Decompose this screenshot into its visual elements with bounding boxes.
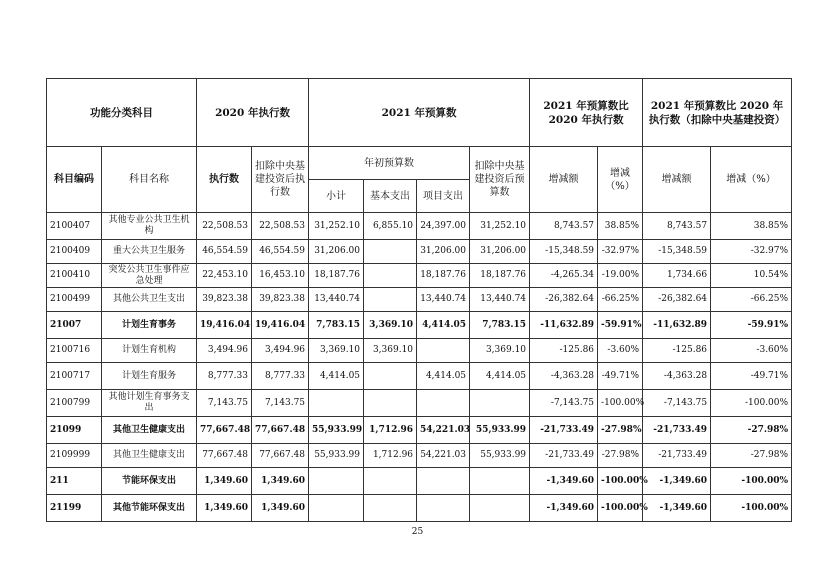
row-code: 2100407 <box>47 213 102 240</box>
header-compare-2020-excl: 2021 年预算数比 2020 年执行数（扣除中央基建投资） <box>643 79 792 147</box>
row-exec: 77,667.48 <box>197 444 252 468</box>
row-name: 其他卫生健康支出 <box>102 444 197 468</box>
row-change-amount-excl: -1,349.60 <box>643 468 711 495</box>
row-change-percent: -59.91% <box>598 312 643 339</box>
header-project: 项目支出 <box>417 180 470 213</box>
row-change-percent: -100.00% <box>598 468 643 495</box>
row-name: 计划生育服务 <box>102 363 197 390</box>
header-exec-2020: 2020 年执行数 <box>197 79 309 147</box>
row-exec: 1,349.60 <box>197 468 252 495</box>
row-project: 13,440.74 <box>417 288 470 312</box>
row-project <box>417 339 470 363</box>
table-row <box>47 264 792 288</box>
row-project: 24,397.00 <box>417 213 470 240</box>
row-code: 2100499 <box>47 288 102 312</box>
row-exec: 22,508.53 <box>197 213 252 240</box>
row-name: 节能环保支出 <box>102 468 197 495</box>
table-row <box>47 444 792 468</box>
row-basic <box>364 288 417 312</box>
row-exec-excl: 39,823.38 <box>252 288 309 312</box>
header-exec: 执行数 <box>197 147 252 213</box>
row-exec-excl: 19,416.04 <box>252 312 309 339</box>
table-row <box>47 213 792 240</box>
row-subtotal: 3,369.10 <box>309 339 364 363</box>
row-name: 突发公共卫生事件应急处理 <box>102 264 197 288</box>
row-basic <box>364 495 417 522</box>
row-subtotal: 31,206.00 <box>309 240 364 264</box>
row-code: 211 <box>47 468 102 495</box>
row-name: 其他专业公共卫生机构 <box>102 213 197 240</box>
row-exec: 77,667.48 <box>197 417 252 444</box>
row-basic: 1,712.96 <box>364 444 417 468</box>
row-basic <box>364 468 417 495</box>
row-subtotal: 13,440.74 <box>309 288 364 312</box>
page-number: 25 <box>411 527 424 537</box>
row-project: 54,221.03 <box>417 417 470 444</box>
row-subtotal: 55,933.99 <box>309 444 364 468</box>
row-change-amount-excl: -1,349.60 <box>643 495 711 522</box>
row-change-percent: -66.25% <box>598 288 643 312</box>
row-project <box>417 495 470 522</box>
row-project: 18,187.76 <box>417 264 470 288</box>
row-change-percent-excl: -49.71% <box>711 363 792 390</box>
row-change-amount-excl: -21,733.49 <box>643 444 711 468</box>
row-project <box>417 468 470 495</box>
row-basic: 3,369.10 <box>364 339 417 363</box>
row-change-percent-excl: 38.85% <box>711 213 792 240</box>
header-name: 科目名称 <box>102 147 197 213</box>
row-change-percent-excl: -32.97% <box>711 240 792 264</box>
table-row <box>47 288 792 312</box>
table-row <box>47 417 792 444</box>
row-budget-excl <box>470 390 530 417</box>
row-change-amount: -21,733.49 <box>530 417 598 444</box>
row-budget-excl: 3,369.10 <box>470 339 530 363</box>
row-project: 4,414.05 <box>417 363 470 390</box>
row-exec-excl: 22,508.53 <box>252 213 309 240</box>
row-change-amount: -15,348.59 <box>530 240 598 264</box>
table-row <box>47 363 792 390</box>
row-basic: 6,855.10 <box>364 213 417 240</box>
row-exec: 39,823.38 <box>197 288 252 312</box>
row-change-amount: -125.86 <box>530 339 598 363</box>
row-subtotal: 7,783.15 <box>309 312 364 339</box>
row-change-percent-excl: -66.25% <box>711 288 792 312</box>
row-change-percent: -49.71% <box>598 363 643 390</box>
row-project: 31,206.00 <box>417 240 470 264</box>
header-budget-excl: 扣除中央基建投资后预算数 <box>470 147 530 213</box>
row-budget-excl: 55,933.99 <box>470 417 530 444</box>
row-change-percent-excl: -59.91% <box>711 312 792 339</box>
row-code: 21199 <box>47 495 102 522</box>
row-subtotal: 4,414.05 <box>309 363 364 390</box>
row-basic <box>364 390 417 417</box>
row-change-amount: -1,349.60 <box>530 495 598 522</box>
table-row <box>47 312 792 339</box>
header-change-percent-excl: 增减（%） <box>711 147 792 213</box>
header-exec-excl: 扣除中央基建投资后执行数 <box>252 147 309 213</box>
header-change-amount-excl: 增减额 <box>643 147 711 213</box>
row-subtotal <box>309 495 364 522</box>
row-change-percent-excl: -3.60% <box>711 339 792 363</box>
row-exec: 1,349.60 <box>197 495 252 522</box>
row-change-percent-excl: -100.00% <box>711 468 792 495</box>
row-basic: 3,369.10 <box>364 312 417 339</box>
row-subtotal: 55,933.99 <box>309 417 364 444</box>
row-basic <box>364 264 417 288</box>
row-code: 2100716 <box>47 339 102 363</box>
row-subtotal: 31,252.10 <box>309 213 364 240</box>
row-budget-excl: 55,933.99 <box>470 444 530 468</box>
row-code: 2109999 <box>47 444 102 468</box>
row-exec: 22,453.10 <box>197 264 252 288</box>
row-project <box>417 390 470 417</box>
row-exec: 46,554.59 <box>197 240 252 264</box>
row-exec: 19,416.04 <box>197 312 252 339</box>
row-name: 计划生育事务 <box>102 312 197 339</box>
row-name: 其他计划生育事务支出 <box>102 390 197 417</box>
row-code: 2100409 <box>47 240 102 264</box>
row-change-amount: -26,382.64 <box>530 288 598 312</box>
row-change-amount: -7,143.75 <box>530 390 598 417</box>
row-exec: 3,494.96 <box>197 339 252 363</box>
row-code: 2100717 <box>47 363 102 390</box>
row-exec-excl: 77,667.48 <box>252 417 309 444</box>
row-change-amount-excl: -4,363.28 <box>643 363 711 390</box>
header-subtotal: 小计 <box>309 180 364 213</box>
row-change-amount-excl: -21,733.49 <box>643 417 711 444</box>
header-compare-2020: 2021 年预算数比 2020 年执行数 <box>530 79 643 147</box>
table-row <box>47 390 792 417</box>
row-change-percent-excl: -27.98% <box>711 444 792 468</box>
header-code: 科目编码 <box>47 147 102 213</box>
row-name: 重大公共卫生服务 <box>102 240 197 264</box>
row-change-amount: -21,733.49 <box>530 444 598 468</box>
row-exec-excl: 1,349.60 <box>252 495 309 522</box>
row-change-percent: -100.00% <box>598 390 643 417</box>
row-exec: 8,777.33 <box>197 363 252 390</box>
row-subtotal <box>309 390 364 417</box>
row-code: 2100410 <box>47 264 102 288</box>
table-row <box>47 468 792 495</box>
table-row <box>47 240 792 264</box>
row-exec-excl: 1,349.60 <box>252 468 309 495</box>
row-budget-excl: 31,206.00 <box>470 240 530 264</box>
header-row-2 <box>47 147 792 180</box>
header-change-percent: 增减（%） <box>598 147 643 213</box>
row-change-amount-excl: 1,734.66 <box>643 264 711 288</box>
row-exec-excl: 8,777.33 <box>252 363 309 390</box>
row-budget-excl: 13,440.74 <box>470 288 530 312</box>
row-change-percent-excl: -100.00% <box>711 390 792 417</box>
row-change-amount-excl: -26,382.64 <box>643 288 711 312</box>
row-code: 21099 <box>47 417 102 444</box>
row-change-amount-excl: -15,348.59 <box>643 240 711 264</box>
row-change-percent: -32.97% <box>598 240 643 264</box>
row-exec-excl: 7,143.75 <box>252 390 309 417</box>
row-change-percent-excl: -27.98% <box>711 417 792 444</box>
table-row <box>47 495 792 522</box>
row-budget-excl: 7,783.15 <box>470 312 530 339</box>
header-row-1 <box>47 79 792 147</box>
row-change-amount-excl: -7,143.75 <box>643 390 711 417</box>
row-change-amount-excl: -125.86 <box>643 339 711 363</box>
header-initial-budget: 年初预算数 <box>309 147 470 180</box>
row-basic: 1,712.96 <box>364 417 417 444</box>
row-budget-excl: 31,252.10 <box>470 213 530 240</box>
row-change-amount: -1,349.60 <box>530 468 598 495</box>
row-exec: 7,143.75 <box>197 390 252 417</box>
row-name: 计划生育机构 <box>102 339 197 363</box>
row-subtotal: 18,187.76 <box>309 264 364 288</box>
table-body <box>47 213 792 522</box>
row-project: 54,221.03 <box>417 444 470 468</box>
header-basic: 基本支出 <box>364 180 417 213</box>
row-change-amount: -4,363.28 <box>530 363 598 390</box>
row-name: 其他卫生健康支出 <box>102 417 197 444</box>
row-budget-excl: 18,187.76 <box>470 264 530 288</box>
row-change-percent-excl: 10.54% <box>711 264 792 288</box>
header-change-amount: 增减额 <box>530 147 598 213</box>
row-change-percent-excl: -100.00% <box>711 495 792 522</box>
row-subtotal <box>309 468 364 495</box>
row-code: 21007 <box>47 312 102 339</box>
row-change-amount: -4,265.34 <box>530 264 598 288</box>
row-name: 其他公共卫生支出 <box>102 288 197 312</box>
row-change-percent: -27.98% <box>598 417 643 444</box>
row-name: 其他节能环保支出 <box>102 495 197 522</box>
row-exec-excl: 77,667.48 <box>252 444 309 468</box>
row-change-amount: 8,743.57 <box>530 213 598 240</box>
row-project: 4,414.05 <box>417 312 470 339</box>
header-category: 功能分类科目 <box>47 79 197 147</box>
row-exec-excl: 3,494.96 <box>252 339 309 363</box>
row-change-amount: -11,632.89 <box>530 312 598 339</box>
row-change-percent: -27.98% <box>598 444 643 468</box>
table-row <box>47 339 792 363</box>
budget-table <box>46 78 792 522</box>
row-change-percent: 38.85% <box>598 213 643 240</box>
row-basic <box>364 363 417 390</box>
row-basic <box>364 240 417 264</box>
row-change-percent: -19.00% <box>598 264 643 288</box>
row-exec-excl: 46,554.59 <box>252 240 309 264</box>
row-budget-excl <box>470 468 530 495</box>
row-change-percent: -3.60% <box>598 339 643 363</box>
row-budget-excl: 4,414.05 <box>470 363 530 390</box>
row-change-amount-excl: 8,743.57 <box>643 213 711 240</box>
header-budget-2021: 2021 年预算数 <box>309 79 530 147</box>
row-change-amount-excl: -11,632.89 <box>643 312 711 339</box>
row-change-percent: -100.00% <box>598 495 643 522</box>
row-budget-excl <box>470 495 530 522</box>
row-code: 2100799 <box>47 390 102 417</box>
row-exec-excl: 16,453.10 <box>252 264 309 288</box>
